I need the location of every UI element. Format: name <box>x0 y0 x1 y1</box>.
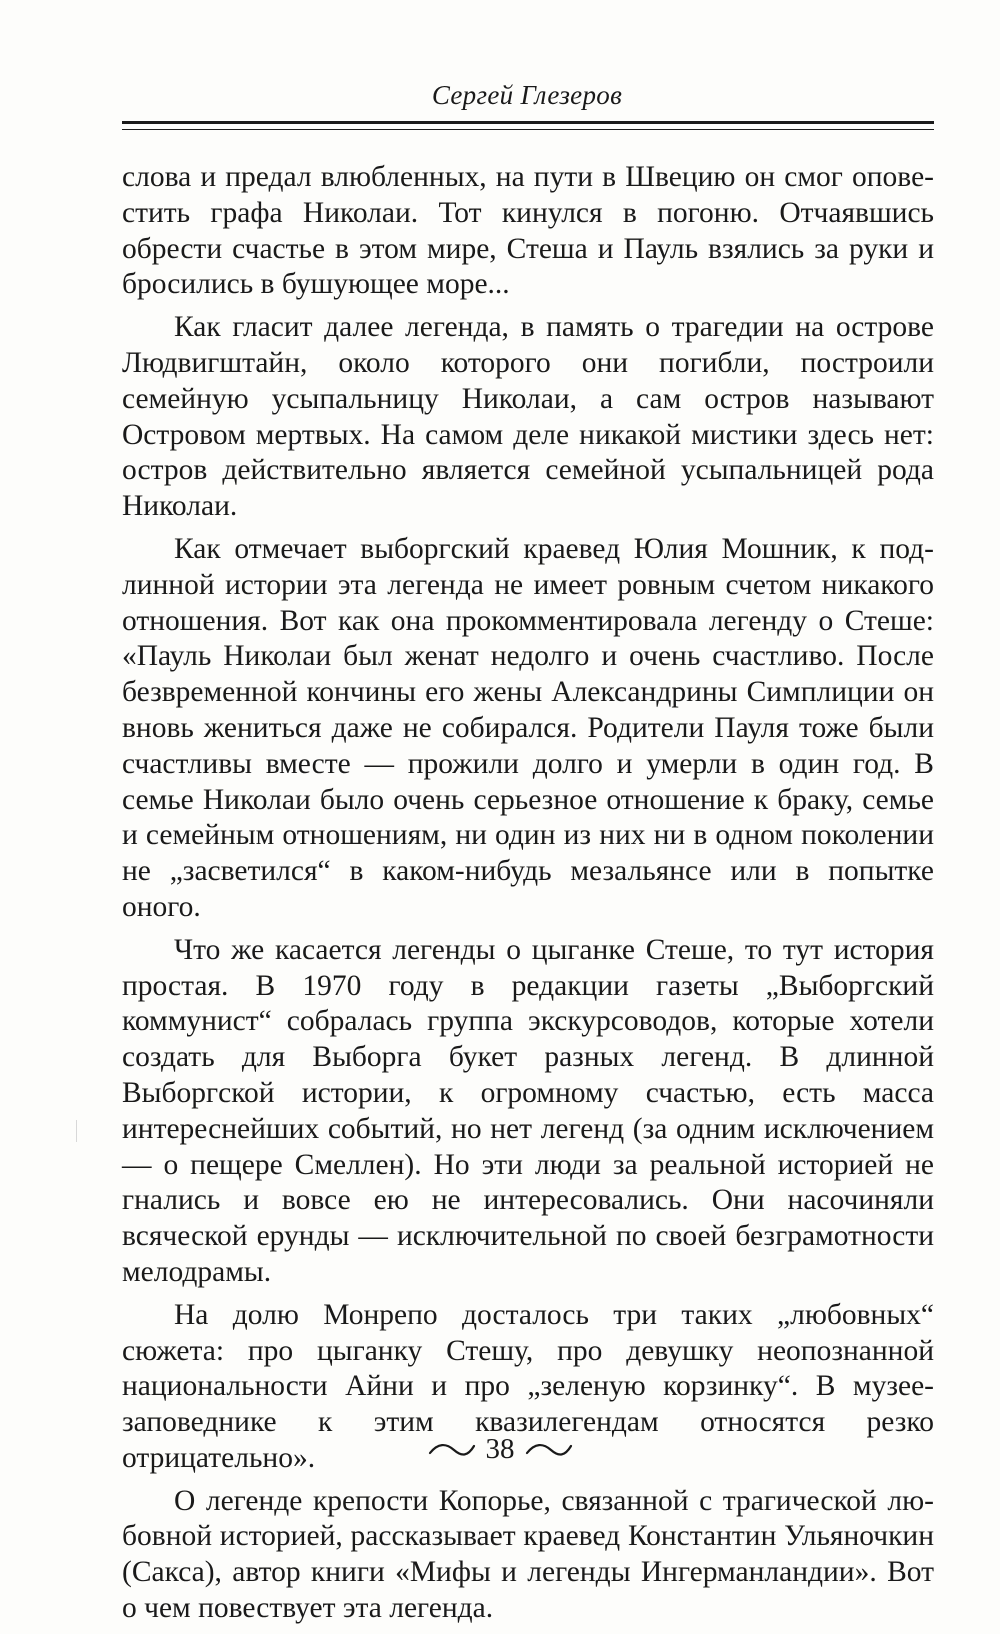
paragraph-6: О легенде крепости Копорье, связанной с трагической любовной историей, рассказывает краевед Константин Ульяночкин (Сакса), автор книги «Мифы и легенды Ингерманландии». Вот о чем повествует эта легенда. <box>122 1484 934 1625</box>
header-rule-thick <box>122 121 934 124</box>
paragraph-4: Что же касается легенды о цыганке Стеше, то тут история простая. В 1970 году в редакции газеты „Выборгский коммунист“ собралась группа экскурсоводов, которые хотели создать для Выборга букет разных легенд. В длинной Выборгской истории, к огромному счастью, есть масса интереснейших событий, но нет легенд (за одним исключением — о пещере Смеллен). Но эти люди за реальной историей не гнались и вовсе ею не интересовались. Они насочиняли всяческой ерунды — исключительной по своей безграмотности мелодрамы. <box>122 933 934 1288</box>
tilde-ornament-right-icon <box>525 1442 573 1458</box>
tilde-ornament-left-icon <box>428 1442 476 1458</box>
page-folio <box>0 1433 1000 1466</box>
header-rule-thin <box>122 129 934 130</box>
body-text <box>122 160 934 1634</box>
paragraph-3: Как отмечает выборгский краевед Юлия Мошник, к подлинной истории эта легенда не имеет ровным счетом никакого отношения. Вот как она прокомментировала легенду о Стеше: «Пауль Николаи был женат недолго и очень счастливо. После безвременной кончины его жены Александрины Симплиции он вновь жениться даже не собирался. Родители Пауля тоже были счастливы вместе — прожили долго и умерли в один год. В семье Николаи было очень серьезное отношение к браку, семье и семейным отношениям, ни один из них ни в одном поколении не „засветился“ в каком-нибудь мезальянсе или в попытке оного. <box>122 532 934 923</box>
paragraph-2: Как гласит далее легенда, в память о трагедии на острове Людвигштайн, около которого они погибли, построили семейную усыпальницу Николаи, а сам остров называют Островом мертвых. На самом деле никакой мистики здесь нет: остров действительно является семейной усыпальницей рода Николаи. <box>122 311 934 523</box>
scan-margin-mark <box>76 1120 77 1142</box>
paragraph-1: слова и предал влюбленных, на пути в Швецию он смог оповестить графа Николаи. Тот кинулся в погоню. Отчаявшись обрести счастье в этом мире, Стеша и Пауль взялись за руки и бросились в бушующее море... <box>122 161 934 301</box>
page-number: 38 <box>485 1433 515 1465</box>
running-head-author: Сергей Глезеров <box>431 80 623 110</box>
paragraph-5: На долю Монрепо досталось три таких „любовных“ сюжета: про цыганку Стешу, про девушку неопознанной национальности Айни и про „зеленую корзинку“. В музее-заповеднике к этим квазилегендам относятся резко отрицательно». <box>122 1298 934 1474</box>
